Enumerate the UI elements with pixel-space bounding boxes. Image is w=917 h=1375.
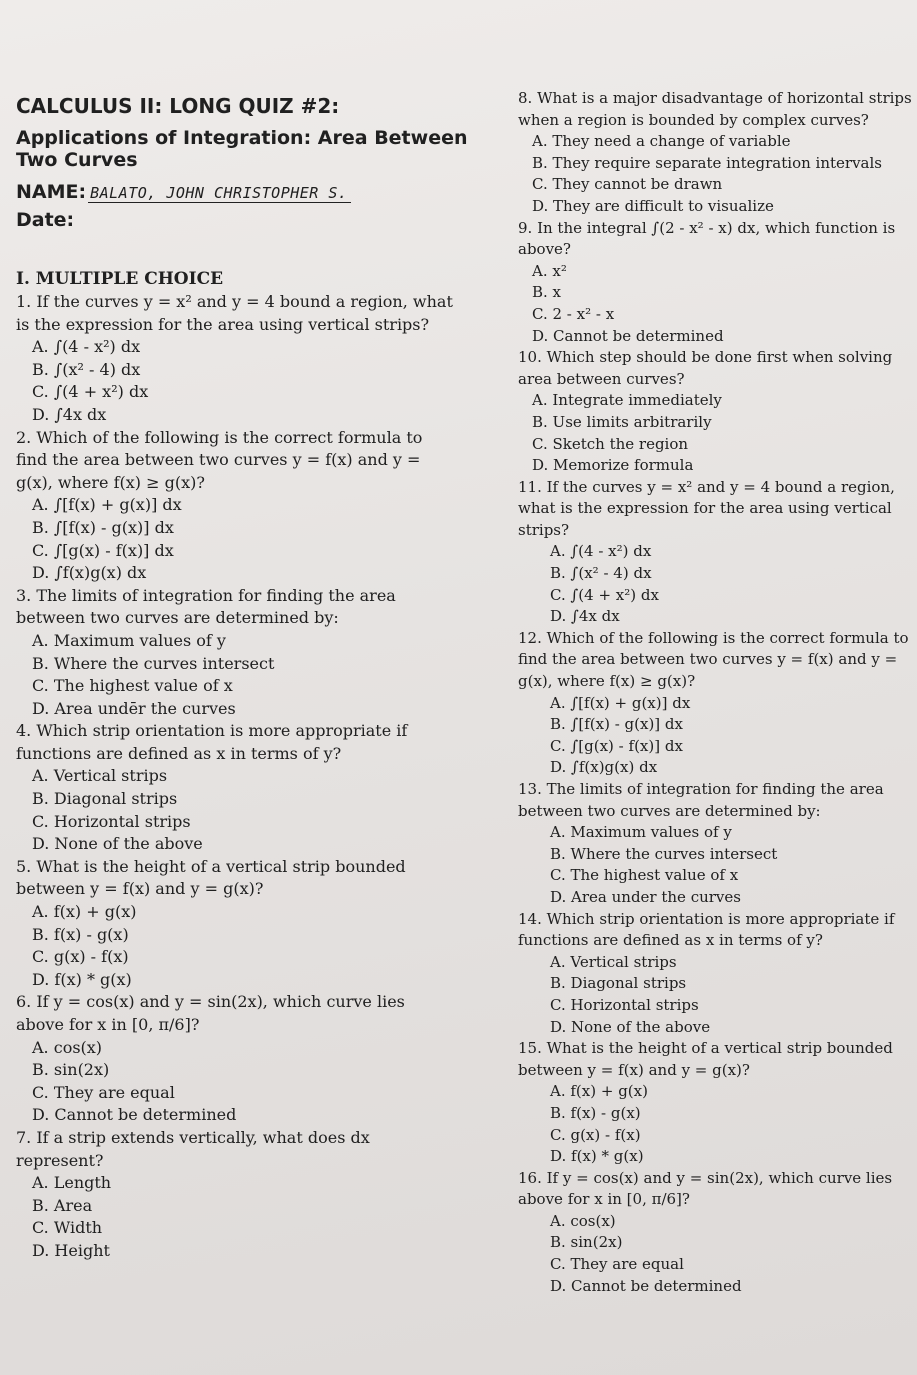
options-list xyxy=(518,822,913,908)
options-list xyxy=(518,390,913,476)
question-9 xyxy=(518,218,913,348)
question-16 xyxy=(518,1168,913,1298)
name-field[interactable]: BALATO, JOHN CHRISTOPHER S. xyxy=(88,184,351,203)
options-list xyxy=(518,1081,913,1167)
options-list xyxy=(16,630,456,720)
option-b[interactable]: B. f(x) - g(x) xyxy=(550,1103,641,1122)
question-text: 4. Which strip orientation is more appropriate if functions are defined as x in terms of y? xyxy=(16,721,408,763)
option-c[interactable]: C. g(x) - f(x) xyxy=(32,947,129,967)
question-6 xyxy=(16,991,456,1127)
option-d[interactable]: D. f(x) * g(x) xyxy=(550,1147,644,1166)
question-text: 16. If y = cos(x) and y = sin(2x), which curve lies above for x in [0, π/6]? xyxy=(518,1168,893,1209)
option-c[interactable]: C. They cannot be drawn xyxy=(532,175,723,194)
option-d[interactable]: D. ∫f(x)g(x) dx xyxy=(32,563,147,583)
question-text: 2. Which of the following is the correct formula to find the area between two curves y = f(x) and y = g(x), where f(x) ≥ g(x)? xyxy=(16,427,423,492)
question-4 xyxy=(16,720,456,856)
question-text: 14. Which strip orientation is more appropriate if functions are defined as x in terms of y? xyxy=(518,909,895,950)
option-d[interactable]: D. Area undēr the curves xyxy=(32,698,236,718)
section-heading: I. MULTIPLE CHOICE xyxy=(16,269,224,289)
option-c[interactable]: C. They are equal xyxy=(550,1255,684,1274)
question-14 xyxy=(518,909,913,1039)
question-15 xyxy=(518,1038,913,1168)
option-b[interactable]: B. Use limits arbitrarily xyxy=(532,412,712,431)
options-list xyxy=(16,336,456,426)
option-b[interactable]: B. ∫[f(x) - g(x)] dx xyxy=(550,715,683,734)
option-c[interactable]: C. The highest value of x xyxy=(550,866,739,885)
option-c[interactable]: C. ∫(4 + x²) dx xyxy=(32,382,149,402)
option-d[interactable]: D. ∫4x dx xyxy=(32,404,107,424)
option-b[interactable]: B. Where the curves intersect xyxy=(32,653,275,673)
question-11 xyxy=(518,477,913,628)
option-d[interactable]: D. Cannot be determined xyxy=(550,1276,742,1295)
question-text: 7. If a strip extends vertically, what does dx represent? xyxy=(16,1127,370,1170)
options-list xyxy=(16,1037,456,1127)
option-a[interactable]: A. Vertical strips xyxy=(550,952,677,971)
option-a[interactable]: A. f(x) + g(x) xyxy=(550,1082,648,1101)
option-c[interactable]: C. ∫(4 + x²) dx xyxy=(550,585,659,604)
options-list xyxy=(518,131,913,217)
option-c[interactable]: C. Sketch the region xyxy=(532,434,689,453)
question-13 xyxy=(518,779,913,909)
option-b[interactable]: B. x xyxy=(532,283,562,302)
option-c[interactable]: C. 2 - x² - x xyxy=(532,304,615,323)
option-b[interactable]: B. They require separate integration intervals xyxy=(532,153,882,172)
option-d[interactable]: D. Area under the curves xyxy=(550,887,741,906)
option-c[interactable]: C. The highest value of x xyxy=(32,676,233,696)
question-text: 8. What is a major disadvantage of horizontal strips when a region is bounded by complex curves? xyxy=(518,89,912,129)
question-5 xyxy=(16,856,456,992)
question-text: 3. The limits of integration for finding the area between two curves are determined by: xyxy=(16,585,396,628)
option-a[interactable]: A. cos(x) xyxy=(550,1211,616,1230)
question-text: 10. Which step should be done first when solving area between curves? xyxy=(518,348,893,388)
options-list xyxy=(16,1172,456,1262)
option-b[interactable]: B. f(x) - g(x) xyxy=(32,924,129,944)
question-text: 12. Which of the following is the correct formula to find the area between two curves y = f(x) and y = g(x), where f(x) ≥ g(x)? xyxy=(518,628,909,691)
option-b[interactable]: B. ∫(x² - 4) dx xyxy=(32,359,141,379)
options-list xyxy=(16,765,456,855)
options-list xyxy=(518,261,913,347)
date-label: Date: xyxy=(16,209,75,231)
option-a[interactable]: A. Maximum values of y xyxy=(550,823,732,842)
option-a[interactable]: A. Length xyxy=(32,1173,112,1193)
quiz-subtitle-line1: Applications of Integration: Area Between xyxy=(16,127,468,149)
option-b[interactable]: B. Diagonal strips xyxy=(32,789,178,809)
option-d[interactable]: D. Memorize formula xyxy=(532,456,694,475)
right-column xyxy=(518,88,913,1297)
option-b[interactable]: B. sin(2x) xyxy=(32,1060,110,1080)
options-list xyxy=(518,541,913,627)
option-a[interactable]: A. cos(x) xyxy=(32,1037,103,1057)
left-column xyxy=(16,94,468,1263)
option-d[interactable]: D. ∫f(x)g(x) dx xyxy=(550,758,658,777)
option-c[interactable]: C. ∫[g(x) - f(x)] dx xyxy=(550,736,683,755)
question-text: 1. If the curves y = x² and y = 4 bound a region, what is the expression for the area using vertical strips? xyxy=(16,292,453,334)
option-b[interactable]: B. ∫(x² - 4) dx xyxy=(550,564,652,583)
question-text: 6. If y = cos(x) and y = sin(2x), which curve lies above for x in [0, π/6]? xyxy=(16,992,405,1034)
options-list xyxy=(518,1211,913,1297)
option-a[interactable]: A. x² xyxy=(532,261,567,280)
question-text: 5. What is the height of a vertical strip bounded between y = f(x) and y = g(x)? xyxy=(16,856,406,899)
option-a[interactable]: A. ∫[f(x) + g(x)] dx xyxy=(550,693,691,712)
option-a[interactable]: A. f(x) + g(x) xyxy=(32,902,137,922)
question-2 xyxy=(16,427,456,585)
option-a[interactable]: A. ∫[f(x) + g(x)] dx xyxy=(32,495,182,515)
option-d[interactable]: D. f(x) * g(x) xyxy=(32,969,132,989)
option-d[interactable]: D. None of the above xyxy=(550,1017,711,1036)
option-d[interactable]: D. ∫4x dx xyxy=(550,607,620,626)
options-list xyxy=(518,693,913,779)
option-b[interactable]: B. Area xyxy=(32,1195,93,1215)
name-row xyxy=(16,181,456,203)
question-text: 15. What is the height of a vertical strip bounded between y = f(x) and y = g(x)? xyxy=(518,1039,893,1079)
question-7 xyxy=(16,1127,456,1263)
question-10 xyxy=(518,347,913,477)
option-a[interactable]: A. ∫(4 - x²) dx xyxy=(32,337,141,357)
options-list xyxy=(16,494,456,584)
option-d[interactable]: D. Cannot be determined xyxy=(532,326,724,345)
date-row xyxy=(16,209,456,231)
question-12 xyxy=(518,628,913,779)
option-d[interactable]: D. Cannot be determined xyxy=(32,1105,237,1125)
option-a[interactable]: A. ∫(4 - x²) dx xyxy=(550,542,652,561)
quiz-subtitle-line2: Two Curves xyxy=(16,149,138,171)
option-b[interactable]: B. ∫[f(x) - g(x)] dx xyxy=(32,517,174,537)
option-a[interactable]: A. Vertical strips xyxy=(32,766,168,786)
quiz-title: CALCULUS II: LONG QUIZ #2: xyxy=(16,94,340,118)
question-3 xyxy=(16,585,456,721)
name-label: NAME: xyxy=(16,181,87,203)
option-b[interactable]: B. Diagonal strips xyxy=(550,974,687,993)
question-8 xyxy=(518,88,913,218)
option-d[interactable]: D. Height xyxy=(32,1240,110,1260)
question-text: 9. In the integral ∫(2 - x² - x) dx, which function is above? xyxy=(518,218,896,259)
question-text: 11. If the curves y = x² and y = 4 bound a region, what is the expression for the area using vertical strips? xyxy=(518,477,895,539)
options-list xyxy=(518,952,913,1038)
question-1 xyxy=(16,291,456,427)
option-c[interactable]: C. Horizontal strips xyxy=(550,995,699,1014)
option-a[interactable]: A. Integrate immediately xyxy=(532,391,722,410)
option-c[interactable]: C. Width xyxy=(32,1218,103,1238)
option-c[interactable]: C. Horizontal strips xyxy=(32,811,191,831)
question-text: 13. The limits of integration for finding the area between two curves are determined by: xyxy=(518,780,884,820)
option-d[interactable]: D. None of the above xyxy=(32,834,203,854)
option-b[interactable]: B. sin(2x) xyxy=(550,1233,623,1252)
option-c[interactable]: C. ∫[g(x) - f(x)] dx xyxy=(32,540,174,560)
options-list xyxy=(16,901,456,991)
option-a[interactable]: A. Maximum values of y xyxy=(32,630,226,650)
option-c[interactable]: C. They are equal xyxy=(32,1082,175,1102)
option-b[interactable]: B. Where the curves intersect xyxy=(550,844,778,863)
option-c[interactable]: C. g(x) - f(x) xyxy=(550,1125,641,1144)
option-d[interactable]: D. They are difficult to visualize xyxy=(532,196,774,215)
option-a[interactable]: A. They need a change of variable xyxy=(532,132,791,151)
